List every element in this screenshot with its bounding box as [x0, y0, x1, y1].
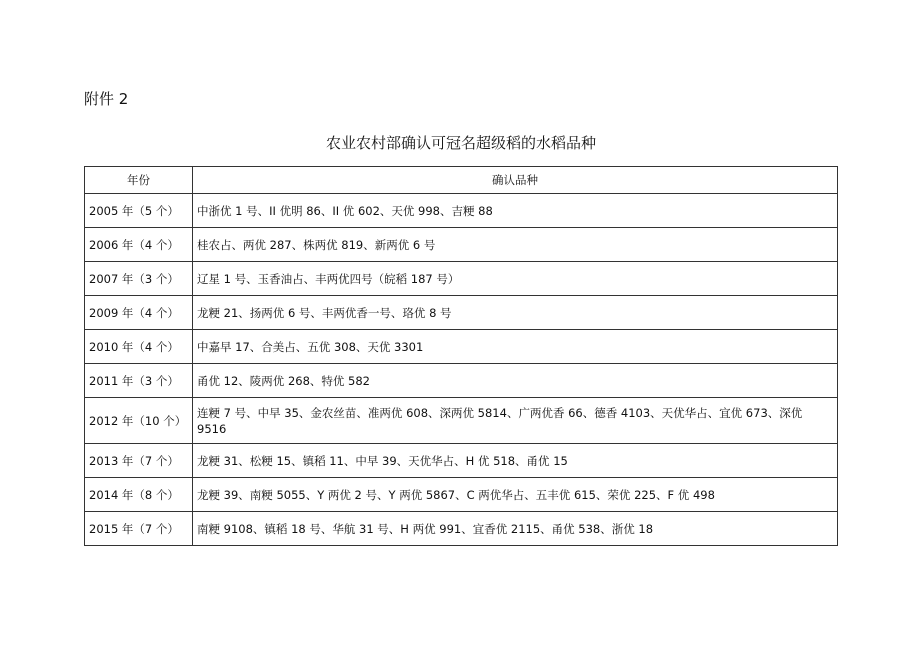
varieties-cell: 南粳 9108、镇稻 18 号、华航 31 号、H 两优 991、宜香优 2115、甬优 538、浙优 18: [193, 512, 838, 546]
varieties-cell: 甬优 12、陵两优 268、特优 582: [193, 364, 838, 398]
table-row: [85, 444, 838, 478]
table-row: [85, 228, 838, 262]
table-row: [85, 194, 838, 228]
varieties-cell: 桂农占、两优 287、株两优 819、新两优 6 号: [193, 228, 838, 262]
year-cell: 2005 年（5 个）: [85, 194, 193, 228]
varieties-cell: 龙粳 31、松粳 15、镇稻 11、中早 39、天优华占、H 优 518、甬优 15: [193, 444, 838, 478]
year-cell: 2010 年（4 个）: [85, 330, 193, 364]
year-cell: 2009 年（4 个）: [85, 296, 193, 330]
header-varieties: 确认品种: [193, 167, 838, 194]
attachment-label: 附件 2: [84, 90, 129, 108]
year-cell: 2015 年（7 个）: [85, 512, 193, 546]
year-cell: 2013 年（7 个）: [85, 444, 193, 478]
varieties-cell: 龙粳 39、南粳 5055、Y 两优 2 号、Y 两优 5867、C 两优华占、五丰优 615、荣优 225、F 优 498: [193, 478, 838, 512]
table-row: [85, 478, 838, 512]
varieties-cell: 中嘉早 17、合美占、五优 308、天优 3301: [193, 330, 838, 364]
year-cell: 2011 年（3 个）: [85, 364, 193, 398]
varieties-cell: 龙粳 21、扬两优 6 号、丰两优香一号、珞优 8 号: [193, 296, 838, 330]
table-row: [85, 262, 838, 296]
document-title: 农业农村部确认可冠名超级稻的水稻品种: [325, 134, 596, 152]
table-row: [85, 398, 838, 444]
header-year: 年份: [85, 167, 193, 194]
varieties-cell: 连粳 7 号、中早 35、金农丝苗、准两优 608、深两优 5814、广两优香 66、德香 4103、天优华占、宜优 673、深优 9516: [193, 398, 838, 444]
rice-variety-table: [84, 166, 838, 546]
table-row: [85, 330, 838, 364]
table-header-row: [85, 167, 838, 194]
year-cell: 2007 年（3 个）: [85, 262, 193, 296]
table-row: [85, 512, 838, 546]
year-cell: 2006 年（4 个）: [85, 228, 193, 262]
varieties-cell: 辽星 1 号、玉香油占、丰两优四号（皖稻 187 号）: [193, 262, 838, 296]
year-cell: 2012 年（10 个）: [85, 398, 193, 444]
year-cell: 2014 年（8 个）: [85, 478, 193, 512]
table-row: [85, 296, 838, 330]
varieties-cell: 中浙优 1 号、II 优明 86、II 优 602、天优 998、吉粳 88: [193, 194, 838, 228]
table-row: [85, 364, 838, 398]
